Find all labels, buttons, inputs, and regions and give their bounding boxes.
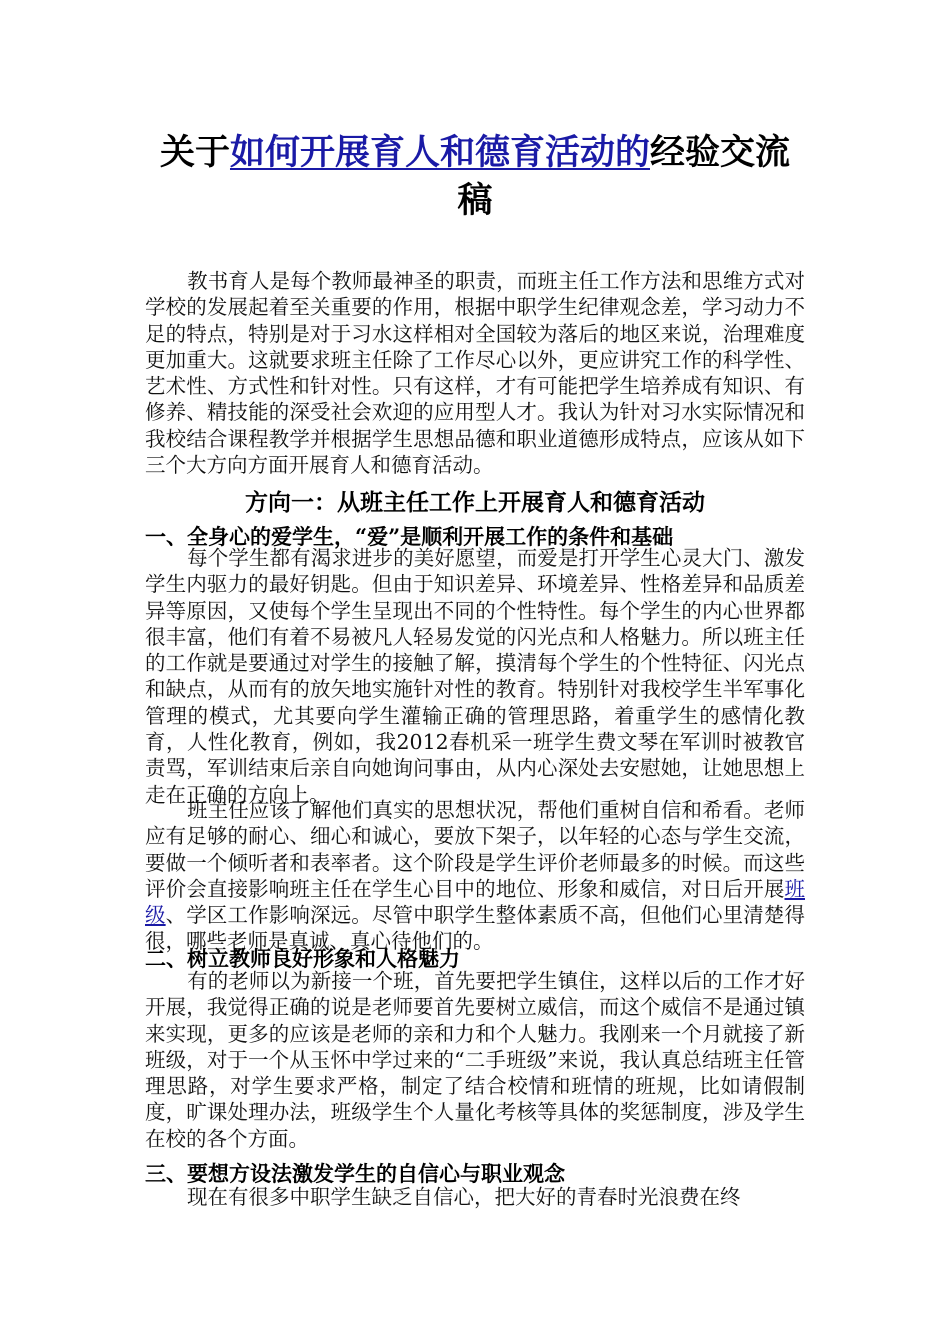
document-title-line2: 稿 — [457, 181, 493, 221]
section-heading-3: 三、要想方设法激发学生的自信心与职业观念 — [145, 1161, 565, 1186]
title-prefix: 关于 — [159, 133, 230, 173]
section1-para1-text: 每个学生都有渴求进步的美好愿望，而爱是打开学生心灵大门、激发学生内驱力的最好钥匙。但由于知识差异、环境差异、性格差异和品质差异等原因，又使每个学生呈现出不同的个性特性。每个学生的内心世界都很丰富，他们有着不易被凡人轻易发觉的闪光点和人格魅力。所以班主任的工作就是要通过对学生的接触了解，摸清每个学生的个性特征、闪光点和缺点，从而有的放矢地实施针对性的教育。特别针对我校学生半军事化管理的模式，尤其要向学生灌输正确的管理思路，着重学生的感情化教育，人性化教育，例如，我2012春机采一班学生费文琴在军训时被教官责骂，军训结束后亲自向她询问事由，从内心深处去安慰她，让她思想上走在正确的方向上。 — [145, 546, 805, 807]
direction-heading: 方向一：从班主任工作上开展育人和德育活动 — [245, 490, 705, 516]
document-title — [0, 128, 950, 178]
section3-paragraph-1 — [145, 1184, 805, 1210]
section2-paragraph-1 — [145, 968, 805, 1152]
intro-paragraph — [145, 268, 805, 478]
section-heading-1: 一、全身心的爱学生，“爱”是顺利开展工作的条件和基础 — [145, 524, 674, 549]
section1-paragraph-1 — [145, 545, 805, 808]
section2-para1-text: 有的老师以为新接一个班，首先要把学生镇住，这样以后的工作才好开展，我觉得正确的说是老师要首先要树立威信，而这个威信不是通过镇来实现，更多的应该是老师的亲和力和个人魅力。我刚来一个月就接了新班级，对于一个从玉怀中学过来的“二手班级”来说，我认真总结班主任管理思路，对学生要求严格，制定了结合校情和班情的班规，比如请假制度，旷课处理办法，班级学生个人量化考核等具体的奖惩制度，涉及学生在校的各个方面。 — [145, 969, 805, 1151]
section3-para1-text: 现在有很多中职学生缺乏自信心，把大好的青春时光浪费在终 — [187, 1185, 741, 1209]
intro-text: 教书育人是每个教师最神圣的职责，而班主任工作方法和思维方式对学校的发展起着至关重要的作用，根据中职学生纪律观念差，学习动力不足的特点，特别是对于习水这样相对全国较为落后的地区来说，治理难度更加重大。这就要求班主任除了工作尽心以外，更应讲究工作的科学性、艺术性、方式性和针对性。只有这样，才有可能把学生培养成有知识、有修养、精技能的深受社会欢迎的应用型人才。我认为针对习水实际情况和我校结合课程教学并根据学生思想品德和职业道德形成特点，应该从如下三个大方向方面开展育人和德育活动。 — [145, 269, 805, 478]
section1-paragraph-2 — [145, 797, 805, 955]
title-suffix: 经验交流 — [650, 133, 791, 173]
section1-para2-post: 、学区工作影响深远。尽管中职学生整体素质不高，但他们心里清楚得很，哪些老师是真诚、真心待他们的。 — [145, 903, 806, 954]
title-link[interactable]: 如何开展育人和德育活动的 — [229, 133, 650, 173]
class-link[interactable]: 班级 — [145, 876, 805, 928]
section1-para2-pre: 班主任应该了解他们真实的思想状况，帮他们重树自信和希看。老师应有足够的耐心、细心和诚心，要放下架子，以年轻的心态与学生交流，要做一个倾听者和表率者。这个阶段是学生评价老师最多的时候。而这些评价会直接影响班主任在学生心目中的地位、形象和威信，对日后开展 — [145, 798, 805, 901]
section-heading-2: 二、树立教师良好形象和人格魅力 — [145, 946, 460, 971]
